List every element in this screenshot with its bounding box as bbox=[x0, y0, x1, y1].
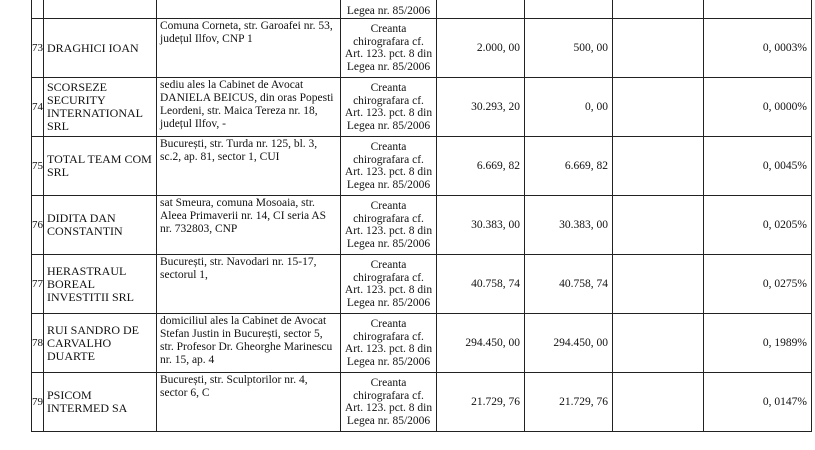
accepted-amount: 500, 00 bbox=[525, 19, 613, 78]
declared-amount: 30.383, 00 bbox=[437, 196, 525, 255]
claim-basis-line: Legea nr. 85/2006 bbox=[346, 237, 431, 250]
accepted-amount: 21.729, 76 bbox=[525, 373, 613, 432]
percent-share: 0, 0003% bbox=[704, 19, 812, 78]
empty-cell bbox=[613, 314, 704, 373]
creditor-name: PSICOM INTERMED SA bbox=[44, 373, 157, 432]
creditor-name: HERASTRAUL BOREAL INVESTITII SRL bbox=[44, 255, 157, 314]
row-number: 76 bbox=[32, 196, 44, 255]
empty-cell bbox=[613, 137, 704, 196]
claim-basis-line: chirografara cf. bbox=[353, 330, 424, 343]
declared-amount: 21.729, 76 bbox=[437, 373, 525, 432]
empty-cell bbox=[613, 255, 704, 314]
creditor-address: București, str. Turda nr. 125, bl. 3, sc.2, ap. 81, sector 1, CUI bbox=[157, 137, 341, 196]
percent-share: 0, 0045% bbox=[704, 137, 812, 196]
claim-basis-line: chirografara cf. bbox=[353, 94, 424, 107]
empty-cell bbox=[613, 373, 704, 432]
claim-basis-line: Creanta bbox=[370, 141, 407, 153]
table-row bbox=[32, 137, 812, 196]
row-number: 73 bbox=[32, 19, 44, 78]
row-number: 79 bbox=[32, 373, 44, 432]
declared-amount: 2.000, 00 bbox=[437, 19, 525, 78]
claim-basis-cell bbox=[341, 255, 437, 314]
empty-cell bbox=[613, 78, 704, 137]
claim-basis-line: Creanta bbox=[370, 259, 407, 271]
declared-amount: 40.758, 74 bbox=[437, 255, 525, 314]
creditor-name: DIDITA DAN CONSTANTIN bbox=[44, 196, 157, 255]
claim-basis-line: Creanta bbox=[370, 318, 407, 330]
declared-amount: 6.669, 82 bbox=[437, 137, 525, 196]
row-number: 75 bbox=[32, 137, 44, 196]
row-number: 74 bbox=[32, 78, 44, 137]
claim-basis-line: Legea nr. 85/2006 bbox=[346, 178, 431, 191]
claim-basis-line: Creanta bbox=[370, 82, 407, 94]
percent-share: 0, 1989% bbox=[704, 314, 812, 373]
accepted-amount: 0, 00 bbox=[525, 78, 613, 137]
claim-basis-line: chirografara cf. bbox=[353, 35, 424, 48]
claim-basis-line: Legea nr. 85/2006 bbox=[346, 414, 431, 427]
accepted-amount: 6.669, 82 bbox=[525, 137, 613, 196]
creditor-address: domiciliul ales la Cabinet de Avocat Stefan Justin in București, sector 5, str. Profesor Dr. Gheorghe Marinescu nr. 15, ap. 4 bbox=[157, 314, 341, 373]
claim-basis-cell bbox=[341, 196, 437, 255]
creditor-address: București, str. Navodari nr. 15-17, sectorul 1, bbox=[157, 255, 341, 314]
table-row bbox=[32, 78, 812, 137]
accepted-amount: 40.758, 74 bbox=[525, 255, 613, 314]
table-row-continuation bbox=[32, 0, 812, 19]
creditor-address: sediu ales la Cabinet de Avocat DANIELA BEICUS, din oras Popesti Leordeni, str. Maica Tereza nr. 18, județul Ilfov, - bbox=[157, 78, 341, 137]
claim-basis-cell bbox=[341, 78, 437, 137]
claim-basis-cell bbox=[341, 314, 437, 373]
declared-amount: 294.450, 00 bbox=[437, 314, 525, 373]
creditor-name: DRAGHICI IOAN bbox=[44, 19, 157, 78]
row-number: 78 bbox=[32, 314, 44, 373]
claim-basis-line: chirografara cf. bbox=[353, 271, 424, 284]
percent-share: 0, 0000% bbox=[704, 78, 812, 137]
creditor-name: SCORSEZE SECURITY INTERNATIONAL SRL bbox=[44, 78, 157, 137]
claim-basis-cell: Legea nr. 85/2006 bbox=[341, 0, 437, 19]
table-row bbox=[32, 196, 812, 255]
claim-basis-line: Creanta bbox=[370, 200, 407, 212]
accepted-amount: 30.383, 00 bbox=[525, 196, 613, 255]
percent-share: 0, 0147% bbox=[704, 373, 812, 432]
claim-basis-line: Legea nr. 85/2006 bbox=[346, 119, 431, 132]
creditor-address: Comuna Corneta, str. Garoafei nr. 53, județul Ilfov, CNP 1 bbox=[157, 19, 341, 78]
creditor-name: RUI SANDRO DE CARVALHO DUARTE bbox=[44, 314, 157, 373]
creditor-address: sat Smeura, comuna Mosoaia, str. Aleea Primaverii nr. 14, CI seria AS nr. 732803, CNP bbox=[157, 196, 341, 255]
claim-basis-line: chirografara cf. bbox=[353, 212, 424, 225]
claim-basis-line: chirografara cf. bbox=[353, 153, 424, 166]
creditor-address: București, str. Sculptorilor nr. 4, sector 6, C bbox=[157, 373, 341, 432]
claim-basis-line: Creanta bbox=[370, 377, 407, 389]
table-row bbox=[32, 314, 812, 373]
table-row bbox=[32, 19, 812, 78]
claim-basis-line: Art. 123. pct. 8 din bbox=[344, 402, 433, 414]
claim-basis-line: Legea nr. 85/2006 bbox=[346, 355, 431, 368]
claim-basis-cell bbox=[341, 137, 437, 196]
accepted-amount: 294.450, 00 bbox=[525, 314, 613, 373]
claim-basis-line: Art. 123. pct. 8 din bbox=[344, 166, 433, 178]
claim-basis-line: Creanta bbox=[370, 23, 407, 35]
empty-cell bbox=[613, 19, 704, 78]
claim-basis-line: chirografara cf. bbox=[353, 389, 424, 402]
claim-basis-line: Legea nr. 85/2006 bbox=[346, 60, 431, 73]
claim-basis-line: Art. 123. pct. 8 din bbox=[344, 48, 433, 60]
row-number: 77 bbox=[32, 255, 44, 314]
claim-basis-line: Art. 123. pct. 8 din bbox=[344, 225, 433, 237]
claim-basis-line: Legea nr. 85/2006 bbox=[346, 296, 431, 309]
percent-share: 0, 0205% bbox=[704, 196, 812, 255]
table-row bbox=[32, 255, 812, 314]
creditor-name: TOTAL TEAM COM SRL bbox=[44, 137, 157, 196]
percent-share: 0, 0275% bbox=[704, 255, 812, 314]
declared-amount: 30.293, 20 bbox=[437, 78, 525, 137]
claim-basis-line: Art. 123. pct. 8 din bbox=[344, 343, 433, 355]
empty-cell bbox=[613, 196, 704, 255]
claim-basis-cell bbox=[341, 19, 437, 78]
table-row bbox=[32, 373, 812, 432]
claim-basis-cell bbox=[341, 373, 437, 432]
claim-basis-line: Art. 123. pct. 8 din bbox=[344, 107, 433, 119]
creditor-table bbox=[31, 0, 812, 432]
claim-basis-line: Art. 123. pct. 8 din bbox=[344, 284, 433, 296]
